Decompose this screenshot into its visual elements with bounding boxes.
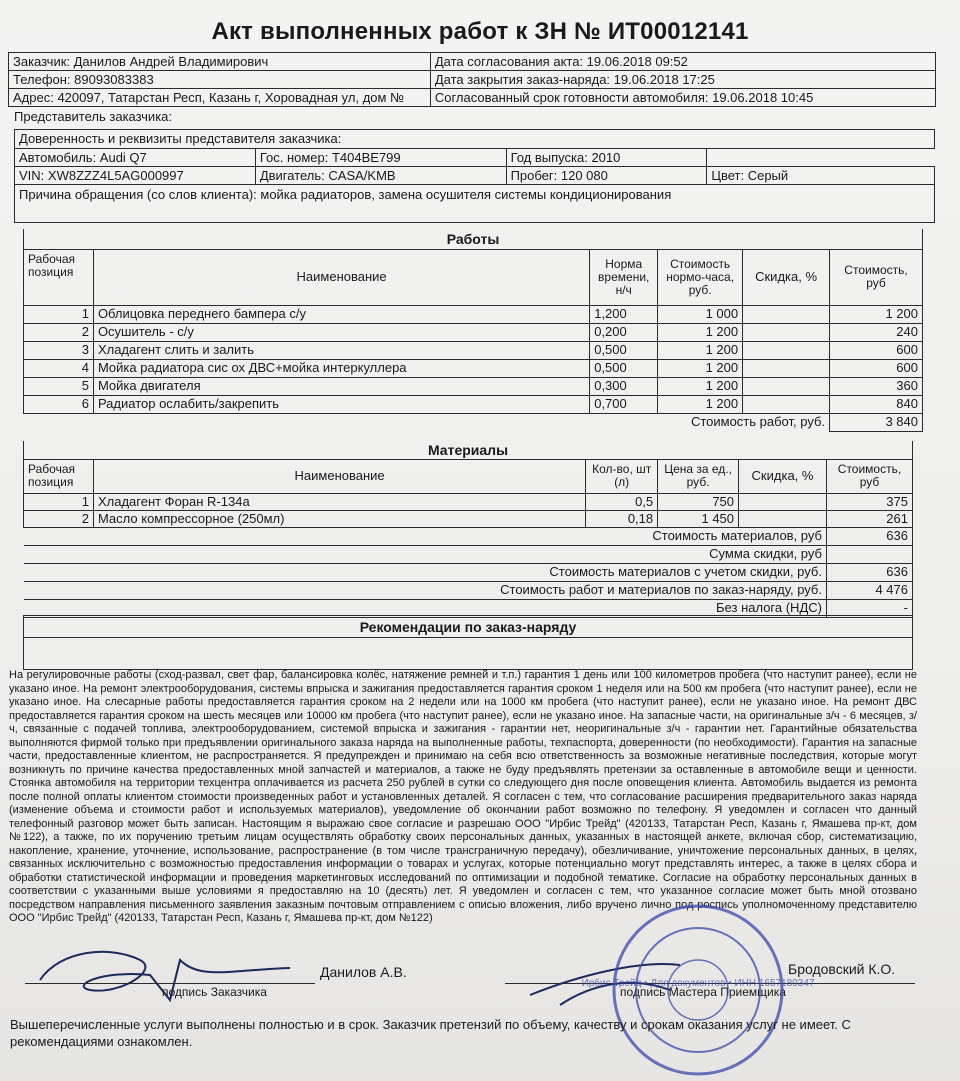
totals-row xyxy=(24,581,913,599)
page-title: Акт выполненных работ к ЗН № ИТ00012141 xyxy=(211,18,749,45)
work-total: 360 xyxy=(830,377,923,395)
company-stamp xyxy=(581,900,815,1080)
material-discount xyxy=(739,510,827,527)
material-pos: 1 xyxy=(24,493,94,510)
work-name: Мойка двигателя xyxy=(93,377,589,395)
work-name: Хладагент слить и залить xyxy=(93,341,589,359)
works-col-price: Стоимость нормо-часа, руб. xyxy=(658,249,743,305)
totals-label: Сумма скидки, руб xyxy=(24,545,827,563)
address-field: Адрес: 420097, Татарстан Респ, Казань г, Хоровадная ул, дом № xyxy=(9,89,431,107)
engine-field: Двигатель: CASA/KMB xyxy=(255,167,506,185)
recommendations-body xyxy=(24,638,913,670)
material-total: 375 xyxy=(826,493,912,510)
materials-row xyxy=(24,493,913,510)
work-total: 600 xyxy=(830,341,923,359)
work-norm: 0,300 xyxy=(590,377,658,395)
stamp-text: Ирбис Трейд • Для документов • ИНН 1657189347 xyxy=(581,978,815,989)
work-discount xyxy=(743,341,830,359)
material-name: Масло компрессорное (250мл) xyxy=(93,510,585,527)
totals-value xyxy=(826,545,912,563)
totals-value: 636 xyxy=(826,527,912,545)
materials-col-discount: Скидка, % xyxy=(739,459,827,493)
works-table xyxy=(23,229,923,432)
material-qty: 0,5 xyxy=(586,493,658,510)
vin-field: VIN: XW8ZZZ4L5AG000997 xyxy=(15,167,256,185)
work-norm: 0,700 xyxy=(590,395,658,413)
phone-field: Телефон: 89093083383 xyxy=(9,71,431,89)
works-row xyxy=(24,359,923,377)
works-title: Работы xyxy=(24,229,923,249)
work-discount xyxy=(743,359,830,377)
work-pos: 6 xyxy=(24,395,94,413)
works-sum-label: Стоимость работ, руб. xyxy=(24,413,830,431)
works-col-discount: Скидка, % xyxy=(743,249,830,305)
work-norm: 1,200 xyxy=(590,305,658,323)
representative-docs-field: Доверенность и реквизиты представителя заказчика: xyxy=(15,130,935,149)
material-qty: 0,18 xyxy=(586,510,658,527)
totals-row xyxy=(24,527,913,545)
work-price: 1 000 xyxy=(658,305,743,323)
work-price: 1 200 xyxy=(658,341,743,359)
header-table xyxy=(8,52,936,107)
plate-field: Гос. номер: Т404ВЕ799 xyxy=(255,149,506,167)
work-discount xyxy=(743,305,830,323)
work-name: Радиатор ослабить/закрепить xyxy=(93,395,589,413)
act-date-field: Дата согласования акта: 19.06.2018 09:52 xyxy=(430,53,935,71)
work-discount xyxy=(743,323,830,341)
works-sum-value: 3 840 xyxy=(830,413,923,431)
totals-row xyxy=(24,545,913,563)
totals-value: 4 476 xyxy=(826,581,912,599)
work-total: 240 xyxy=(830,323,923,341)
close-date-field: Дата закрытия заказ-наряда: 19.06.2018 17:25 xyxy=(430,71,935,89)
materials-col-price: Цена за ед., руб. xyxy=(658,459,739,493)
ready-date-field: Согласованный срок готовности автомобиля: 19.06.2018 10:45 xyxy=(430,89,935,107)
materials-col-total: Стоимость, руб xyxy=(826,459,912,493)
color-field: Цвет: Серый xyxy=(707,167,935,185)
customer-signature xyxy=(30,940,310,1010)
material-pos: 2 xyxy=(24,510,94,527)
work-price: 1 200 xyxy=(658,359,743,377)
year-field: Год выпуска: 2010 xyxy=(506,149,707,167)
work-norm: 0,500 xyxy=(590,341,658,359)
vehicle-table xyxy=(14,129,935,223)
recommendations-table xyxy=(23,615,913,670)
master-sign-caption: подпись Мастера Приемщика xyxy=(620,985,786,999)
work-norm: 0,200 xyxy=(590,323,658,341)
works-col-pos: Рабочая позиция xyxy=(24,249,94,305)
material-price: 1 450 xyxy=(658,510,739,527)
work-pos: 4 xyxy=(24,359,94,377)
works-row xyxy=(24,323,923,341)
work-name: Мойка радиатора сис ох ДВС+мойка интеркуллера xyxy=(93,359,589,377)
work-total: 1 200 xyxy=(830,305,923,323)
work-total: 600 xyxy=(830,359,923,377)
totals-label: Стоимость материалов с учетом скидки, руб. xyxy=(24,563,827,581)
materials-col-name: Наименование xyxy=(93,459,585,493)
materials-row xyxy=(24,510,913,527)
work-pos: 3 xyxy=(24,341,94,359)
work-total: 840 xyxy=(830,395,923,413)
totals-row xyxy=(24,563,913,581)
material-discount xyxy=(739,493,827,510)
work-pos: 5 xyxy=(24,377,94,395)
work-price: 1 200 xyxy=(658,395,743,413)
works-col-norm: Норма времени, н/ч xyxy=(590,249,658,305)
totals-label: Стоимость материалов, руб xyxy=(24,527,827,545)
totals-value: 636 xyxy=(826,563,912,581)
work-pos: 2 xyxy=(24,323,94,341)
works-col-name: Наименование xyxy=(93,249,589,305)
representative-label: Представитель заказчика: xyxy=(14,109,173,124)
car-field: Автомобиль: Audi Q7 xyxy=(15,149,256,167)
materials-table xyxy=(23,441,913,618)
material-name: Хладагент Форан R-134a xyxy=(93,493,585,510)
materials-title: Материалы xyxy=(24,441,913,459)
material-total: 261 xyxy=(826,510,912,527)
materials-col-pos: Рабочая позиция xyxy=(24,459,94,493)
work-pos: 1 xyxy=(24,305,94,323)
works-row xyxy=(24,305,923,323)
customer-field: Заказчик: Данилов Андрей Владимирович xyxy=(9,53,431,71)
work-name: Осушитель - с/у xyxy=(93,323,589,341)
work-price: 1 200 xyxy=(658,323,743,341)
totals-label: Без налога (НДС) xyxy=(24,599,827,617)
works-row xyxy=(24,377,923,395)
mileage-field: Пробег: 120 080 xyxy=(506,167,707,185)
totals-value: - xyxy=(826,599,912,617)
work-price: 1 200 xyxy=(658,377,743,395)
material-price: 750 xyxy=(658,493,739,510)
customer-sign-line xyxy=(25,983,315,984)
legal-text: На регулировочные работы (сход-развал, свет фар, балансировка колёс, натяжение ремней и т.п.) гарантия 1 день или 100 километров пробега (что наступит ранее), если не указано иное. На ремонт электрооборудования, системы впрыска и зажигания предоставляется гарантия сроком 1 неделя или на 500 км пробега (что наступит ранее), если не указано иное. На слесарные работы предоставляется гарантия сроком на 2 недели или на 1000 км пробега (что наступит ранее), если не указано иное. На ремонт ДВС предоставляется гарантия сроком на шесть месяцев или 10000 км пробега (что наступит ранее), если не указано иное. На запасные части, на оригинальные з/ч - 6 месяцев, з/ч, связанные с подачей топлива, электрооборудованием, системой впрыска и зажигания - гарантии нет, неоригинальные з/ч - гарантии нет. Гарантийные обязательства выполняются фирмой только при предъявлении оригинального заказа наряда на выполненные работы, техпаспорта, доверенности (по необходимости). Гарантия на запасные части, предоставленные клиентом, не распространяется. Я предупрежден и принимаю на себя всю ответственность за возможные негативные последствия, которые могут возникнуть по причине качества предоставленных мной запчастей и материалов, а также не буду предъявлять претензии за оставленные в автомобиле вещи и ценности. Стоянка автомобиля на территории техцентра оплачивается из расчета 250 рублей в сутки со следующего дня после оповещения клиента. Автомобиль выдается из ремонта после полной оплаты клиентом стоимости произведенных работ и установленных деталей. Я согласен с тем, что согласование расширения предварительного заказ наряда (изменение объема и стоимости работ и используемых материалов), уведомление об окончании работ возможно по телефону. Я уведомлен и согласен что данный телефонный разговор может быть записан. Настоящим я выражаю свое согласие и разрешаю ООО "Ирбис Трейд" (420133, Татарстан Респ, Казань г, Ямашева пр-кт, дом №122), а также, по их поручению третьим лицам осуществлять обработку своих персональных данных, указанных в настоящей анкете, включая сбор, систематизацию, накопление, хранение, уточнение, использование, распространение (в том числе трансграничную передачу), обезличивание, уничтожение персональных данных, в целях, связанных исключительно с возможностью предоставления информации о товарах и услугах, которые потенциально могут представлять интерес, а также в целях сбора и обработки статистической информации и проведения маркетинговых исследований по оптимизации и подобной тематике. Согласие на обработку персональных данных в соответствии с указанными выше условиями я предоставляю на 10 (десять) лет. Я уведомлен и согласен с тем, что указанное согласие может быть мной отозвано посредством направления письменного заявления заказным почтовым отправлением с описью вложения, либо вручено лично под роспись уполномоченному представителю ООО "Ирбис Трейд" (420133, Татарстан Респ, Казань г, Ямашева пр-кт, дом №122) xyxy=(9,669,917,924)
reason-field: Причина обращения (со слов клиента): мойка радиаторов, замена осушителя системы кондиционирования xyxy=(15,185,935,223)
materials-col-qty: Кол-во, шт (л) xyxy=(586,459,658,493)
work-name: Облицовка переднего бампера с/у xyxy=(93,305,589,323)
customer-sign-caption: подпись Заказчика xyxy=(162,985,267,999)
works-col-total: Стоимость, руб xyxy=(830,249,923,305)
works-row xyxy=(24,341,923,359)
customer-name: Данилов А.В. xyxy=(320,964,407,980)
work-discount xyxy=(743,377,830,395)
work-norm: 0,500 xyxy=(590,359,658,377)
empty-cell xyxy=(707,149,935,167)
work-discount xyxy=(743,395,830,413)
totals-label: Стоимость работ и материалов по заказ-наряду, руб. xyxy=(24,581,827,599)
footer-statement: Вышеперечисленные услуги выполнены полностью и в срок. Заказчик претензий по объему, качеству и срокам оказания услуг не имеет. С рекомендациями ознакомлен. xyxy=(10,1017,851,1049)
master-name: Бродовский К.О. xyxy=(788,961,896,977)
recommendations-title: Рекомендации по заказ-наряду xyxy=(24,616,913,638)
works-row xyxy=(24,395,923,413)
